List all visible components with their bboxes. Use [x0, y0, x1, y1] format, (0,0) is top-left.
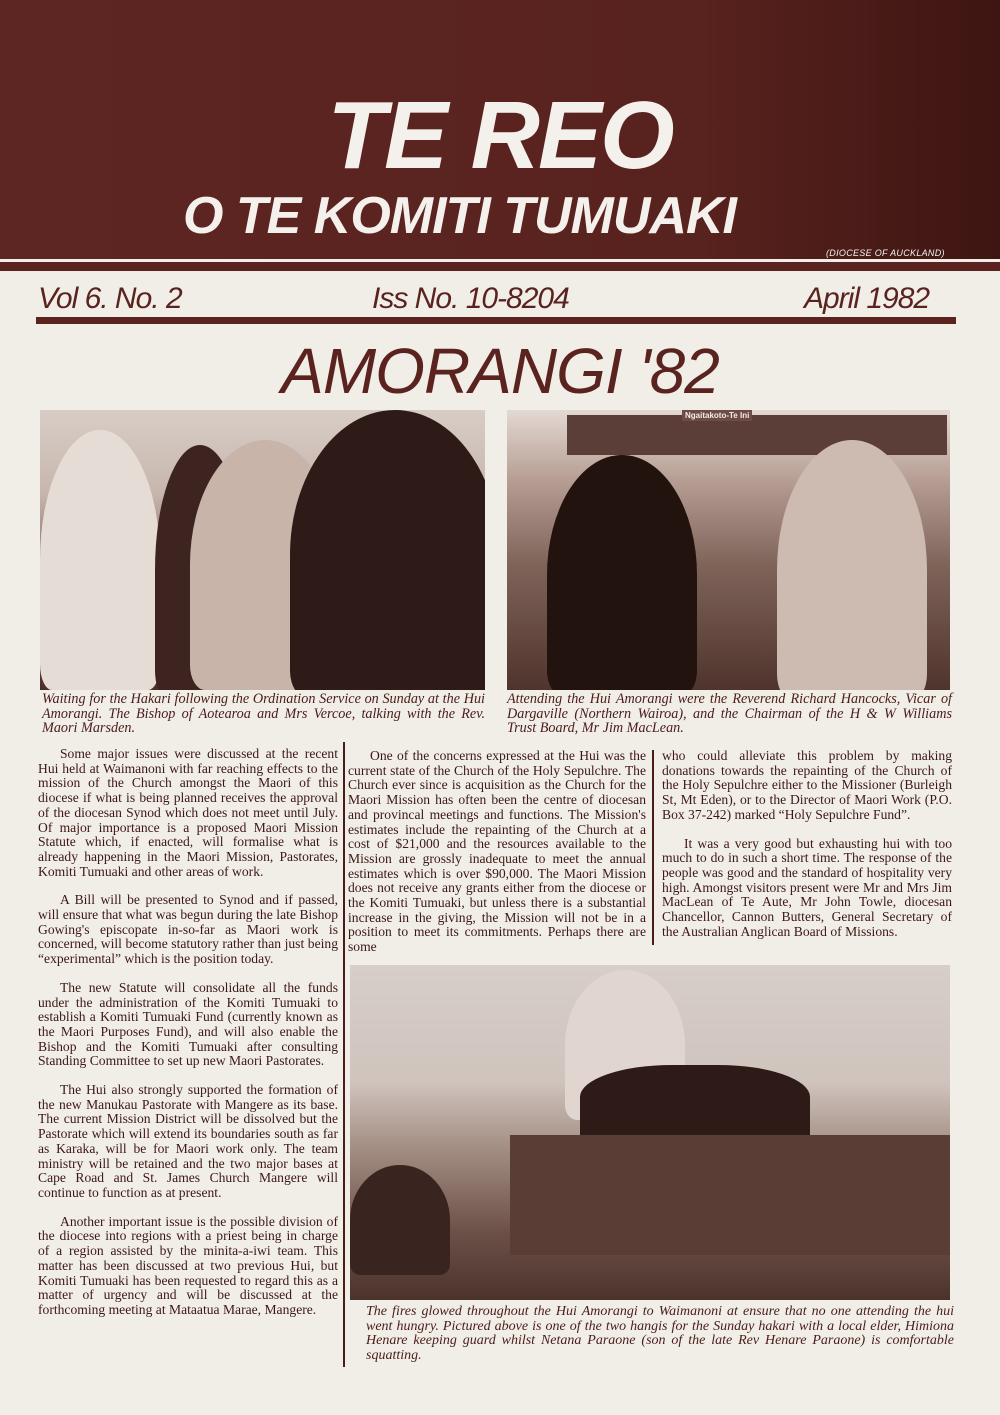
column-divider — [343, 1302, 345, 1362]
caption-left: Waiting for the Hakari following the Ordination Service on Sunday at the Hui Amorangi. The Bishop of Aotearoa and Mrs Vercoe, talking with the Rev. Maori Marsden. — [42, 691, 485, 736]
issue-date: April 1982 — [804, 282, 930, 315]
article-column-3 — [662, 749, 952, 953]
masthead-band — [0, 262, 1000, 271]
building-sign: Ngaitakoto-Te Ini — [682, 410, 752, 421]
paragraph: A Bill will be presented to Synod and if passed, will ensure that what was begun during the late Bishop Gowing's episcopate in-so-far as Maori work is concerned, will become statutory rather than just being “experimental” which is the position today. — [38, 892, 338, 967]
paragraph: The Hui also strongly supported the formation of the new Manukau Pastorate with Mangere as its base. The current Mission District will be dissolved but the Pastorate which will extend its boundaries south as far as Karaka, will be for Maori work only. The team ministry will be retained and the two major bases at Cape Road and St. James Church Mangere will continue to function as at present. — [38, 1082, 338, 1200]
paragraph: Some major issues were discussed at the recent Hui held at Waimanoni with far reaching effects to the mission of the Church amongst the Maori of this diocese if what is being planned receives the approval of the diocesan Synod which does not meet until July. Of major importance is a proposed Maori Mission Statute which, if enacted, will formalise what is already happening in the Maori Mission, Pastorates, Komiti Tumuaki and other areas of work. — [38, 746, 338, 879]
photo-hangi-fire — [350, 965, 950, 1300]
photo-hui-attendees — [507, 410, 950, 690]
paragraph: One of the concerns expressed at the Hui was the current state of the Church of the Holy Sepulchre. The Church ever since is acquisition as the Church for the Maori Mission has often been the centre of diocesan and provincal meetings and functions. The Mission's estimates include the repainting of the Church at a cost of $21,000 and the resources available to the Mission are grossly inadequate to meet the annual estimates which is over $90,000. The Maori Mission does not receive any grants either from the diocese or the Komiti Tumuaki, but unless there is a substantial increase in the giving, the Mission will not be in a position to meet its commitments. Perhaps there are some — [348, 748, 646, 955]
issue-number: Iss No. 10-8204 — [372, 282, 569, 315]
masthead-diocese: (DIOCESE OF AUCKLAND) — [826, 248, 945, 258]
caption-right: Attending the Hui Amorangi were the Reverend Richard Hancocks, Vicar of Dargaville (Northern Wairoa), and the Chairman of the H & W Williams Trust Board, Mr Jim MacLean. — [507, 691, 952, 736]
column-divider — [343, 742, 345, 1367]
headline: AMORANGI '82 — [281, 335, 719, 407]
photo-hakari-waiting — [40, 410, 485, 690]
masthead-title: TE REO — [327, 82, 673, 189]
paragraph: The new Statute will consolidate all the funds under the administration of the Komiti Tumuaki to establish a Komiti Tumuaki Fund (currently known as the Maori Purposes Fund), and will also enable the Bishop and the Komiti Tumuaki after consulting Standing Committee to set up new Maori Pastorates. — [38, 979, 338, 1069]
column-divider — [652, 750, 654, 945]
paragraph: Another important issue is the possible division of the diocese into regions with a priest being in charge of a region assisted by the minita-a-iwi team. This matter has been discussed at two previous Hui, but Komiti Tumuaki has been requested to regard this as a matter of urgency and will be discussed at the forthcoming meeting at Mataatua Marae, Mangere. — [38, 1213, 338, 1317]
caption-bottom: The fires glowed throughout the Hui Amorangi to Waimanoni at ensure that no one attending the hui went hungry. Pictured above is one of the two hangis for the Sunday hakari with a local elder, Himiona Henare keeping guard whilst Netana Paraone (son of the late Rev Henare Paraone) is comfortable squatting. — [366, 1304, 954, 1363]
article-column-1 — [38, 747, 338, 1332]
paragraph: It was a very good but exhausting hui with too much to do in such a short time. The response of the people was good and the standard of hospitality very high. Amongst visitors present were Mr and Mrs Jim MacLean of Te Aute, Mr John Towle, diocesan Chancellor, Cannon Butters, General Secretary of the Australian Anglican Board of Missions. — [662, 835, 952, 939]
masthead-subtitle: O TE KOMITI TUMUAKI — [183, 187, 736, 245]
issue-rule — [36, 317, 956, 324]
article-column-2 — [348, 749, 646, 969]
paragraph: who could alleviate this problem by making donations towards the repainting of the Church of the Holy Sepulchre either to the Missioner (Burleigh St, Mt Eden), or to the Director of Maori Work (P.O. Box 37-242) marked “Holy Sepulchre Fund”. — [662, 748, 952, 822]
volume-number: Vol 6. No. 2 — [38, 282, 182, 315]
